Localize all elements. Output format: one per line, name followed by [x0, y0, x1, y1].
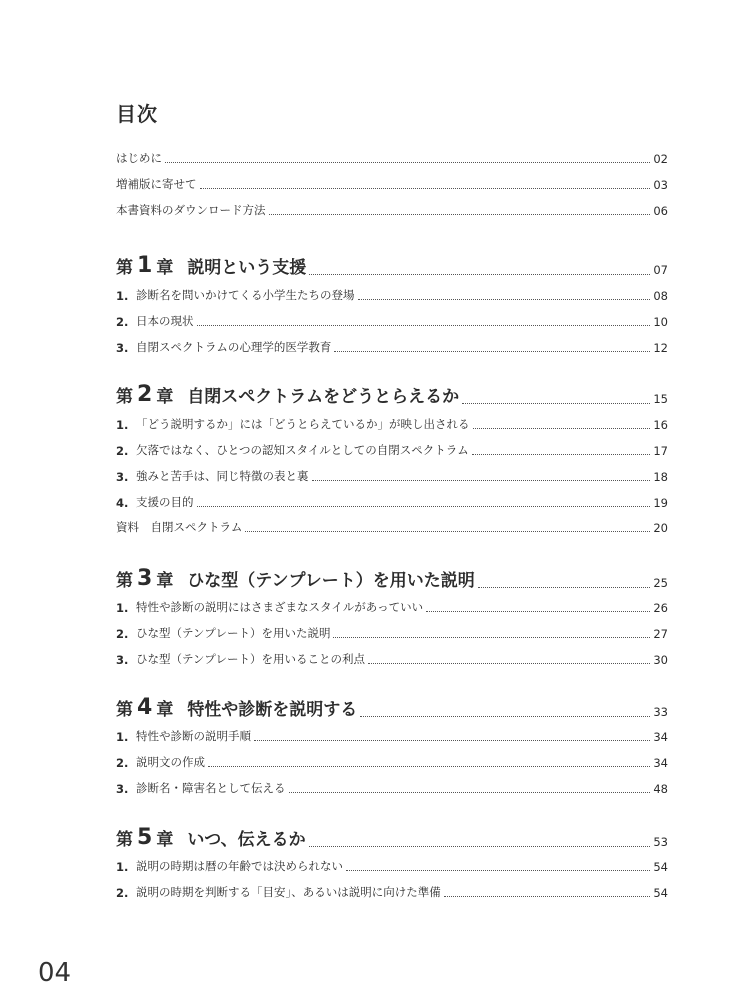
entry-number: 1. [116, 601, 129, 615]
chapter-number: 5 [137, 825, 153, 850]
chapter-heading[interactable] [116, 377, 668, 407]
chapter-heading[interactable] [116, 561, 668, 591]
chapter-heading[interactable] [116, 690, 668, 720]
entry-number: 3. [116, 341, 129, 355]
toc-entry[interactable] [116, 285, 668, 303]
chapter-number: 2 [137, 382, 153, 407]
chapter-label-post: 章 [156, 830, 174, 850]
toc-entry[interactable] [116, 492, 668, 510]
leader-dots [360, 715, 650, 717]
page-number: 25 [653, 576, 668, 590]
entry-title: 増補版に寄せて [116, 177, 197, 191]
entry-title: 日本の現状 [136, 314, 194, 328]
leader-dots [358, 298, 651, 300]
entry-title: ひな型（テンプレート）を用いることの利点 [136, 652, 365, 666]
page-number: 48 [653, 782, 668, 796]
page-title: 目次 [116, 102, 158, 126]
entry-title: 本書資料のダウンロード方法 [116, 203, 266, 217]
chapter-heading[interactable] [116, 248, 668, 278]
leader-dots [444, 895, 651, 897]
entry-number: 2. [116, 886, 129, 900]
leader-dots [309, 273, 650, 275]
entry-title: 「どう説明するか」には「どうとらえているか」が映し出される [136, 417, 470, 431]
entry-title: 欠落ではなく、ひとつの認知スタイルとしての自閉スペクトラム [136, 443, 469, 457]
leader-dots [426, 610, 650, 612]
entry-title: 支援の目的 [136, 495, 194, 509]
entry-title: 特性や診断の説明にはさまざまなスタイルがあっていい [136, 600, 424, 614]
chapter-title: いつ、伝えるか [187, 830, 306, 850]
chapter-label-pre: 第 [116, 258, 133, 278]
chapter-label-pre: 第 [116, 387, 133, 407]
page-number: 16 [653, 418, 668, 432]
leader-dots [368, 662, 650, 664]
entry-title: 強みと苦手は、同じ特徴の表と裏 [136, 469, 309, 483]
toc-entry[interactable] [116, 856, 668, 874]
entry-title: 説明の時期を判断する「目安」、あるいは説明に向けた準備 [136, 885, 441, 899]
page-number: 26 [653, 601, 668, 615]
entry-title: 診断名・障害名として伝える [136, 781, 286, 795]
entry-title: 説明の時期は暦の年齢では決められない [136, 859, 343, 873]
page-number: 15 [653, 392, 668, 406]
page-number: 34 [653, 756, 668, 770]
entry-number: 2. [116, 756, 129, 770]
entry-number: 3. [116, 782, 129, 796]
chapter-title: 説明という支援 [187, 258, 307, 278]
leader-dots [200, 187, 651, 189]
page-folio: 04 [38, 958, 72, 988]
entry-number: 2. [116, 315, 129, 329]
toc-entry[interactable] [116, 414, 668, 432]
chapter-label-post: 章 [156, 387, 174, 407]
page-number: 18 [653, 470, 668, 484]
chapter-number: 1 [137, 253, 153, 278]
chapter-label-pre: 第 [116, 830, 133, 850]
page-number: 02 [653, 152, 668, 166]
page-number: 06 [653, 204, 668, 218]
page-number: 07 [653, 263, 668, 277]
toc-entry[interactable] [116, 517, 668, 535]
page-number: 30 [653, 653, 668, 667]
entry-number: 1. [116, 289, 129, 303]
toc-entry[interactable] [116, 148, 668, 166]
toc-entry[interactable] [116, 623, 668, 641]
toc-entry[interactable] [116, 311, 668, 329]
chapter-title: 特性や診断を説明する [187, 700, 358, 720]
leader-dots [197, 324, 651, 326]
chapter-label-pre: 第 [116, 700, 133, 720]
leader-dots [472, 453, 651, 455]
leader-dots [208, 765, 650, 767]
chapter-label-post: 章 [156, 571, 174, 591]
entry-number: 2. [116, 444, 129, 458]
chapter-number: 3 [137, 566, 153, 591]
entry-number: 4. [116, 496, 129, 510]
page-number: 10 [653, 315, 668, 329]
entry-number: 3. [116, 470, 129, 484]
chapter-number: 4 [137, 695, 153, 720]
toc-entry[interactable] [116, 752, 668, 770]
leader-dots [269, 213, 651, 215]
toc-entry[interactable] [116, 726, 668, 744]
toc-entry[interactable] [116, 597, 668, 615]
page-number: 08 [653, 289, 668, 303]
entry-number: 3. [116, 653, 129, 667]
toc-entry[interactable] [116, 466, 668, 484]
leader-dots [346, 869, 650, 871]
entry-title: 資料 自閉スペクトラム [116, 520, 243, 534]
toc-entry[interactable] [116, 337, 668, 355]
leader-dots [473, 427, 651, 429]
page-number: 53 [653, 835, 668, 849]
chapter-label-post: 章 [156, 700, 174, 720]
leader-dots [334, 350, 650, 352]
chapter-heading[interactable] [116, 820, 668, 850]
toc-entry[interactable] [116, 200, 668, 218]
entry-title: 説明文の作成 [136, 755, 205, 769]
chapter-title: ひな型（テンプレート）を用いた説明 [187, 571, 475, 591]
leader-dots [289, 791, 651, 793]
leader-dots [478, 586, 651, 588]
page-number: 34 [653, 730, 668, 744]
entry-title: ひな型（テンプレート）を用いた説明 [136, 626, 331, 640]
page-number: 27 [653, 627, 668, 641]
chapter-label-pre: 第 [116, 571, 133, 591]
chapter-title: 自閉スペクトラムをどうとらえるか [187, 387, 460, 407]
leader-dots [333, 636, 650, 638]
page-number: 17 [653, 444, 668, 458]
entry-title: 特性や診断の説明手順 [136, 729, 251, 743]
entry-number: 1. [116, 730, 129, 744]
toc-entry[interactable] [116, 440, 668, 458]
leader-dots [312, 479, 651, 481]
page-number: 12 [653, 341, 668, 355]
leader-dots [245, 530, 650, 532]
entry-title: 自閉スペクトラムの心理学的医学教育 [136, 340, 332, 354]
entry-number: 1. [116, 418, 129, 432]
leader-dots [254, 739, 650, 741]
leader-dots [462, 402, 650, 404]
leader-dots [309, 845, 651, 847]
leader-dots [165, 161, 650, 163]
page-number: 54 [653, 886, 668, 900]
entry-title: はじめに [116, 151, 162, 165]
entry-number: 2. [116, 627, 129, 641]
leader-dots [197, 505, 651, 507]
page-number: 03 [653, 178, 668, 192]
chapter-label-post: 章 [156, 258, 174, 278]
toc-entry[interactable] [116, 649, 668, 667]
page-number: 20 [653, 521, 668, 535]
page-number: 54 [653, 860, 668, 874]
toc-entry[interactable] [116, 882, 668, 900]
entry-title: 診断名を問いかけてくる小学生たちの登場 [136, 288, 355, 302]
page-number: 19 [653, 496, 668, 510]
toc-entry[interactable] [116, 174, 668, 192]
page-number: 33 [653, 705, 668, 719]
toc-entry[interactable] [116, 778, 668, 796]
entry-number: 1. [116, 860, 129, 874]
